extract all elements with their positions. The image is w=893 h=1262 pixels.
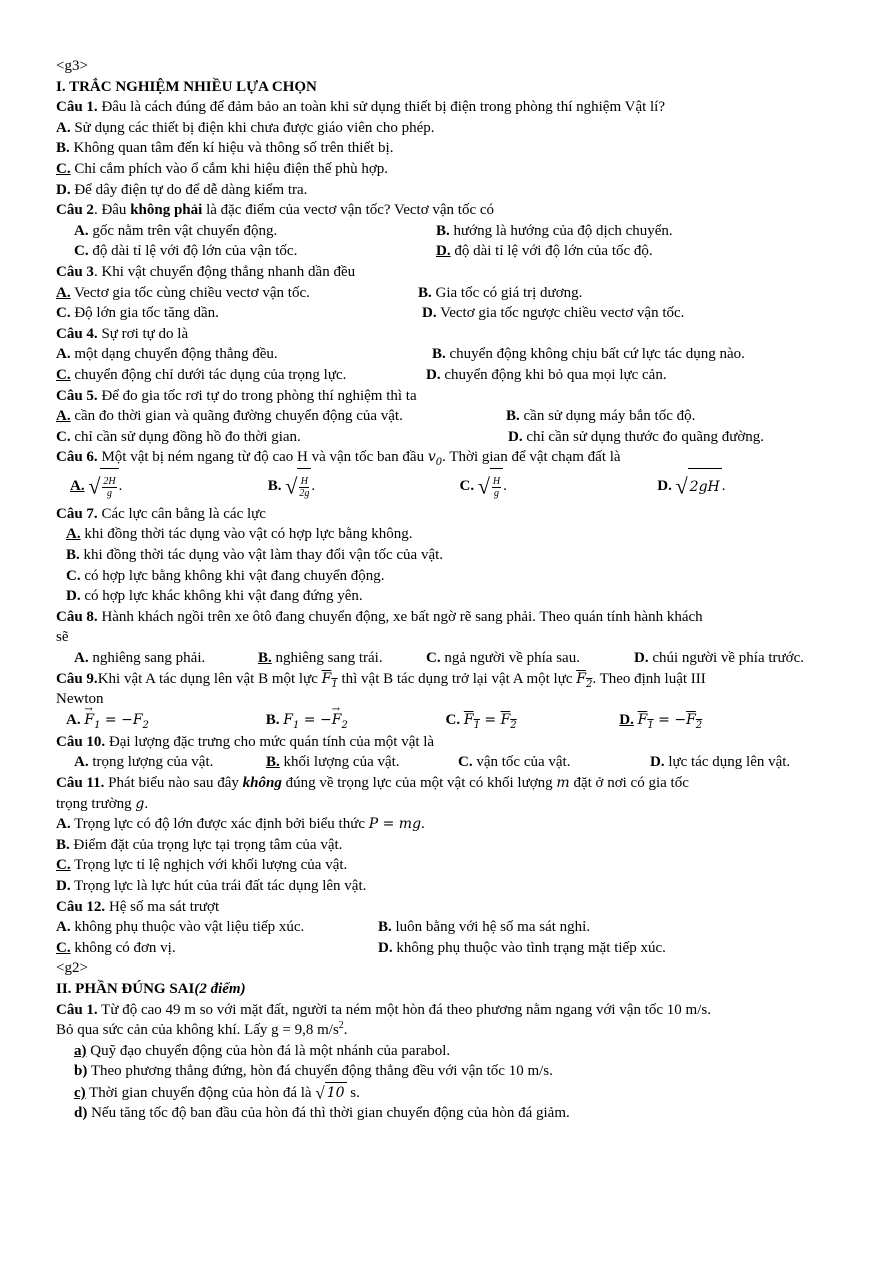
q2-d-text: độ dài tỉ lệ với độ lớn của tốc độ. xyxy=(450,243,653,260)
s2q1-b-text: Theo phương thẳng đứng, hòn đá chuyển động thẳng đều với vận tốc 10 m/s. xyxy=(87,1063,553,1080)
q6-c-label: C. xyxy=(459,477,475,494)
q6-text-post: . Thời gian để vật chạm đất là xyxy=(442,449,621,466)
q2-b-text: hướng là hướng của độ dịch chuyển. xyxy=(449,222,673,239)
q3-options-row1 xyxy=(56,283,846,304)
q8-a-label: A. xyxy=(74,650,89,667)
q6-c-radicand xyxy=(490,468,503,505)
q12-b-text: luôn bằng với hệ số ma sát nghỉ. xyxy=(391,919,591,936)
q2-option-a xyxy=(74,221,436,242)
q11-text-pre: Phát biểu nào sau đây xyxy=(104,775,243,791)
q12-option-a xyxy=(56,917,378,938)
s2q1-statement-b xyxy=(56,1061,846,1082)
q11-m: m xyxy=(556,775,570,791)
q2-d-label: D. xyxy=(436,243,451,260)
q9-f1-sub: 1 xyxy=(331,678,338,690)
q2-stem xyxy=(56,200,846,221)
q9-b-sub2: 2 xyxy=(341,719,348,731)
q10-options xyxy=(56,752,846,773)
q12-c-label: C. xyxy=(56,939,71,956)
q11-text-bold: không xyxy=(242,775,282,791)
q7-option-d xyxy=(56,586,846,607)
s2q1-text2: Bỏ qua sức cản của không khí. Lấy g = 9,8 m/s xyxy=(56,1022,339,1039)
q6-option-c xyxy=(460,468,654,505)
q9-d-sub1: 1 xyxy=(647,719,654,731)
q1-option-b xyxy=(56,138,846,159)
q11-a-post: . xyxy=(421,816,425,833)
q8-d-label: D. xyxy=(634,650,649,667)
q10-label: Câu 10. xyxy=(56,733,106,750)
q3-text: . Khi vật chuyển động thẳng nhanh dần đều xyxy=(93,263,356,280)
q1-label: Câu 1. xyxy=(56,99,98,116)
q1-d-text: Để dây điện tự do để dễ dàng kiểm tra. xyxy=(70,181,308,198)
q11-text-post2: đặt ở nơi có gia tốc xyxy=(569,775,689,791)
q6-option-b xyxy=(268,468,456,505)
q11-d-label: D. xyxy=(56,877,71,894)
q4-options-row1 xyxy=(56,344,846,365)
q6-a-label: A. xyxy=(70,477,85,494)
q12-b-label: B. xyxy=(378,919,392,936)
q5-options-row2 xyxy=(56,427,846,448)
q9-c-sub1: 1 xyxy=(473,719,480,731)
q11-c-label: C. xyxy=(56,857,71,874)
q2-c-text: độ dài tỉ lệ với độ lớn của vận tốc. xyxy=(88,243,298,260)
group-tag-g2: <g2> xyxy=(56,960,88,977)
s2q1-stem-cont xyxy=(56,1020,846,1041)
q6-v0-symbol: v xyxy=(427,449,436,466)
q9-b-lhs xyxy=(283,711,300,731)
s2q1-label: Câu 1. xyxy=(56,1001,98,1018)
q7-option-a xyxy=(56,524,846,545)
q11-d-text: Trọng lực là lực hút của trái đất tác dụng lên vật. xyxy=(70,877,367,894)
q3-c-text: Độ lớn gia tốc tăng dần. xyxy=(70,305,219,322)
q1-stem xyxy=(56,97,846,118)
s2q1-b-label: b) xyxy=(74,1063,88,1080)
q2-options-row2 xyxy=(56,241,846,262)
q5-d-text: chỉ cần sử dụng thước đo quãng đường. xyxy=(522,428,765,445)
q5-option-b xyxy=(506,406,695,427)
q8-text: Hành khách ngồi trên xe ôtô đang chuyển động, xe bất ngờ rẽ sang phải. Theo quán tính hành khách xyxy=(97,608,703,625)
q7-b-text: khi đồng thời tác dụng vào vật làm thay đổi vận tốc của vật. xyxy=(79,547,444,564)
q6-d-dot: . xyxy=(721,477,726,494)
q4-option-b xyxy=(432,344,745,365)
sqrt-icon: √ xyxy=(315,1083,325,1103)
q8-option-d xyxy=(634,648,804,669)
q6-a-den: g xyxy=(107,488,113,499)
s2q1-text: Từ độ cao 49 m so với mặt đất, người ta ném một hòn đá theo phương nằm ngang với vận tốc 10 m/s. xyxy=(97,1001,711,1018)
q11-a-formula: P = mg xyxy=(368,816,422,833)
q6-options xyxy=(56,468,846,504)
q10-option-d xyxy=(650,752,790,773)
q9-a-eq: = − xyxy=(100,711,133,728)
q3-option-d xyxy=(422,303,684,324)
q6-label: Câu 6. xyxy=(56,449,98,466)
q12-text: Hệ số ma sát trượt xyxy=(105,898,220,915)
q8-b-text: nghiêng sang trái. xyxy=(271,650,383,667)
q9-vec-f2 xyxy=(576,670,593,690)
q1-b-label: B. xyxy=(56,140,70,157)
s2q1-c-text: Thời gian chuyển động của hòn đá là xyxy=(85,1084,316,1101)
q11-a-label: A. xyxy=(56,816,71,833)
q6-stem xyxy=(56,447,846,468)
q3-a-text: Vectơ gia tốc cùng chiều vectơ vận tốc. xyxy=(70,284,310,301)
q4-b-text: chuyển động không chịu bất cứ lực tác dụng nào. xyxy=(445,346,745,363)
q9-text-post: . Theo định luật III xyxy=(592,670,706,687)
q10-a-label: A. xyxy=(74,754,89,771)
q11-a-text: Trọng lực có độ lớn được xác định bởi biểu thức xyxy=(70,816,369,833)
q3-option-a xyxy=(56,283,418,304)
q9-a-f2: F xyxy=(132,711,143,728)
q12-a-label: A. xyxy=(56,919,71,936)
q9-a-sub2: 2 xyxy=(142,719,149,731)
q1-option-d xyxy=(56,180,846,201)
q11-stem xyxy=(56,773,846,794)
q9-f2-symbol: F xyxy=(576,670,586,687)
q4-option-d xyxy=(426,365,667,386)
q9-text: Khi vật A tác dụng lên vật B một lực xyxy=(97,670,322,687)
q5-option-a xyxy=(56,406,506,427)
q5-c-label: C. xyxy=(56,428,71,445)
q9-d-sub2: 2 xyxy=(695,719,703,731)
q8-d-text: chúi người về phía trước. xyxy=(648,650,805,667)
s2q1-text2-post: . xyxy=(343,1022,348,1039)
q1-b-text: Không quan tâm đến kí hiệu và thông số trên thiết bị. xyxy=(69,140,394,157)
q9-c-rhs xyxy=(500,711,517,731)
q1-option-a xyxy=(56,118,846,139)
q7-c-label: C. xyxy=(66,567,81,584)
q3-options-row2 xyxy=(56,303,846,324)
q9-d-f2: F xyxy=(686,711,696,728)
q8-option-b xyxy=(258,648,426,669)
q5-a-text: cần đo thời gian và quãng đường chuyển động của vật. xyxy=(70,408,403,425)
q9-d-label: D. xyxy=(619,711,634,728)
q3-label: Câu 3 xyxy=(56,263,94,280)
q11-stem-cont xyxy=(56,794,846,815)
q12-d-text: không phụ thuộc vào tình trạng mặt tiếp xúc. xyxy=(392,939,666,956)
q7-option-c xyxy=(56,566,846,587)
q11-option-a xyxy=(56,814,846,835)
q9-f1-symbol: F xyxy=(321,670,332,687)
q10-option-c xyxy=(458,752,650,773)
q11-text2-post: . xyxy=(144,795,149,812)
q4-c-label: C. xyxy=(56,366,71,383)
s2q1-d-label: d) xyxy=(74,1104,88,1121)
s2q1-a-label: a) xyxy=(74,1042,87,1059)
q9-c-lhs xyxy=(463,711,480,731)
q12-d-label: D. xyxy=(378,939,393,956)
q11-b-label: B. xyxy=(56,836,70,853)
q5-option-c xyxy=(56,427,508,448)
s2q1-c-radicand: 10 xyxy=(325,1082,347,1104)
q4-a-label: A. xyxy=(56,346,71,363)
q7-d-text: có hợp lực khác không khi vật đang đứng yên. xyxy=(80,588,363,605)
q6-c-frac xyxy=(492,476,501,499)
q7-stem xyxy=(56,504,846,525)
s2q1-statement-c xyxy=(56,1082,846,1103)
q6-b-dot: . xyxy=(311,477,316,494)
q3-option-c xyxy=(56,303,422,324)
q4-d-text: chuyển động khi bỏ qua mọi lực cản. xyxy=(440,366,667,383)
q12-option-c xyxy=(56,938,378,959)
q6-b-radicand xyxy=(297,468,311,505)
q4-c-text: chuyển động chỉ dưới tác dụng của trọng lực. xyxy=(70,366,347,383)
q4-option-c xyxy=(56,365,426,386)
q8-option-a xyxy=(74,648,258,669)
q6-a-dot: . xyxy=(118,477,123,494)
q6-v0-sub: 0 xyxy=(435,457,443,469)
q11-option-c xyxy=(56,855,846,876)
q3-option-b xyxy=(418,283,582,304)
q9-c-f: F xyxy=(463,711,474,728)
q11-option-b xyxy=(56,835,846,856)
q4-stem xyxy=(56,324,846,345)
q2-a-label: A. xyxy=(74,222,89,239)
q10-b-label: B. xyxy=(266,754,280,771)
q11-b-text: Điểm đặt của trọng lực tại trọng tâm của vật. xyxy=(69,836,343,853)
q2-option-b xyxy=(436,221,673,242)
q6-b-den: 2g xyxy=(299,488,310,499)
q4-a-text: một dạng chuyển động thẳng đều. xyxy=(70,346,278,363)
q10-c-label: C. xyxy=(458,754,473,771)
s2q1-c-post: s. xyxy=(346,1084,360,1101)
q9-d-rhs xyxy=(686,711,703,731)
q7-text: Các lực cân bằng là các lực xyxy=(97,505,266,522)
q8-c-label: C. xyxy=(426,650,441,667)
q5-c-text: chỉ cần sử dụng đồng hồ đo thời gian. xyxy=(70,428,301,445)
q10-a-text: trọng lượng của vật. xyxy=(88,754,214,771)
q1-c-label: C. xyxy=(56,160,71,177)
q8-label: Câu 8. xyxy=(56,608,98,625)
s2q1-c-label: c) xyxy=(74,1084,86,1101)
q9-a-sub1: 1 xyxy=(94,719,101,731)
q6-v0 xyxy=(427,449,443,469)
q9-b-sub1: 1 xyxy=(292,719,300,731)
q1-option-c xyxy=(56,159,846,180)
q12-option-d xyxy=(378,938,666,959)
q7-option-b xyxy=(56,545,846,566)
q10-stem xyxy=(56,732,846,753)
exam-page xyxy=(56,56,846,1123)
q9-c-eq: = xyxy=(479,711,501,728)
q10-b-text: khối lượng của vật. xyxy=(279,754,400,771)
section2-points: (2 điểm) xyxy=(194,980,246,997)
q3-d-text: Vectơ gia tốc ngược chiều vectơ vận tốc. xyxy=(436,305,685,322)
sqrt-icon: √ xyxy=(477,473,490,499)
q10-option-b xyxy=(266,752,458,773)
q5-a-label: A. xyxy=(56,408,71,425)
q6-text: Một vật bị ném ngang từ độ cao H và vận tốc ban đầu xyxy=(97,449,428,466)
q5-options-row1 xyxy=(56,406,846,427)
q9-stem xyxy=(56,669,846,690)
q9-a-label: A. xyxy=(66,711,81,728)
q9-vec-f1 xyxy=(321,670,338,690)
q10-d-text: lực tác dụng lên vật. xyxy=(664,754,791,771)
q9-f2-sub: 2 xyxy=(585,678,593,690)
q5-label: Câu 5. xyxy=(56,387,98,404)
q1-text: Đâu là cách đúng để đảm bảo an toàn khi sử dụng thiết bị điện trong phòng thí nghiệm Vật lí? xyxy=(97,99,666,116)
q2-option-d xyxy=(436,241,653,262)
q6-c-num: H xyxy=(492,476,501,487)
q12-c-text: không có đơn vị. xyxy=(70,939,176,956)
q7-d-label: D. xyxy=(66,588,81,605)
q1-a-label: A. xyxy=(56,119,71,136)
q7-a-text: khi đồng thời tác dụng vào vật có hợp lực bằng không. xyxy=(80,526,413,543)
q11-g: g xyxy=(135,795,145,812)
q11-text-post: đúng về trọng lực của một vật có khối lượng xyxy=(281,775,557,791)
q7-b-label: B. xyxy=(66,547,80,564)
section1-title: I. TRẮC NGHIỆM NHIỀU LỰA CHỌN xyxy=(56,78,317,95)
q6-b-num: H xyxy=(300,476,308,487)
q8-a-text: nghiêng sang phải. xyxy=(88,650,206,667)
q6-b-frac xyxy=(299,476,309,499)
q5-option-d xyxy=(508,427,764,448)
q7-a-label: A. xyxy=(66,526,81,543)
q12-label: Câu 12. xyxy=(56,898,106,915)
sqrt-icon: √ xyxy=(675,473,688,499)
q6-a-frac xyxy=(102,476,116,499)
q3-b-text: Gia tốc có giá trị dương. xyxy=(431,284,583,301)
q8-option-c xyxy=(426,648,634,669)
q12-stem xyxy=(56,897,846,918)
sqrt-icon: √ xyxy=(285,473,298,499)
q3-c-label: C. xyxy=(56,305,71,322)
q12-options-row2 xyxy=(56,938,846,959)
q2-label: Câu 2 xyxy=(56,202,94,219)
q5-b-label: B. xyxy=(506,408,520,425)
q11-text2-pre: trọng trường xyxy=(56,795,136,812)
q10-c-text: vận tốc của vật. xyxy=(472,754,571,771)
q1-c-text: Chỉ cắm phích vào ổ cắm khi hiệu điện thế phù hợp. xyxy=(70,160,389,177)
q2-options-row1 xyxy=(56,221,846,242)
q9-stem-cont: Newton xyxy=(56,691,104,708)
q2-option-c xyxy=(74,241,436,262)
q2-a-text: gốc nằm trên vật chuyển động. xyxy=(88,222,278,239)
q7-c-text: có hợp lực bằng không khi vật đang chuyển động. xyxy=(80,567,385,584)
section2-title: II. PHẦN ĐÚNG SAI xyxy=(56,980,195,997)
q9-b-f: F xyxy=(283,711,293,728)
q10-option-a xyxy=(74,752,266,773)
q8-stem-cont: sẽ xyxy=(56,629,69,646)
q4-d-label: D. xyxy=(426,366,441,383)
q9-options xyxy=(56,710,846,732)
q3-stem xyxy=(56,262,846,283)
q2-text-pre: . Đâu xyxy=(93,202,131,219)
q12-options-row1 xyxy=(56,917,846,938)
s2q1-d-text: Nếu tăng tốc độ ban đầu của hòn đá thì thời gian chuyển động của hòn đá giảm. xyxy=(87,1104,570,1121)
q10-d-label: D. xyxy=(650,754,665,771)
section2-heading xyxy=(56,979,846,1000)
group-tag-g3: <g3> xyxy=(56,58,88,74)
q4-option-a xyxy=(56,344,432,365)
q3-b-label: B. xyxy=(418,284,432,301)
q11-c-text: Trọng lực tỉ lệ nghịch với khối lượng của vật. xyxy=(70,857,348,874)
q2-text-bold: không phải xyxy=(130,202,203,219)
q6-option-a xyxy=(70,468,264,505)
q9-d-f: F xyxy=(637,711,648,728)
sqrt-icon: √ xyxy=(88,473,101,499)
q6-c-dot: . xyxy=(503,477,507,494)
q6-a-num: 2H xyxy=(103,476,116,487)
q9-c-f2: F xyxy=(500,711,511,728)
q5-d-label: D. xyxy=(508,428,523,445)
q8-options xyxy=(56,648,846,669)
q9-b-label: B. xyxy=(265,711,280,728)
q9-b-eq: = − xyxy=(299,711,332,728)
q11-label: Câu 11. xyxy=(56,775,105,791)
q9-text-mid: thì vật B tác dụng trở lại vật A một lực xyxy=(337,670,577,687)
q11-option-d xyxy=(56,876,846,897)
q4-label: Câu 4. xyxy=(56,325,98,342)
q6-d-label: D. xyxy=(657,477,672,494)
q9-d-eq: = − xyxy=(653,711,687,728)
q12-option-b xyxy=(378,917,590,938)
q9-c-label: C. xyxy=(445,711,461,728)
s2q1-text2-sup: 2 xyxy=(338,1020,344,1032)
q1-d-label: D. xyxy=(56,181,71,198)
q6-b-label: B. xyxy=(267,477,282,494)
q6-d-radicand: 2gH xyxy=(688,468,722,505)
q5-b-text: cần sử dụng máy bắn tốc độ. xyxy=(519,408,696,425)
q3-d-label: D. xyxy=(422,305,437,322)
q6-option-d xyxy=(657,468,725,505)
q2-text-post: là đặc điểm của vectơ vận tốc? Vectơ vận tốc có xyxy=(202,202,495,219)
q9-a-rhs xyxy=(132,711,149,731)
q10-text: Đại lượng đặc trưng cho mức quán tính của một vật là xyxy=(105,733,435,750)
s2q1-statement-a xyxy=(56,1041,846,1062)
s2q1-a-text: Quỹ đạo chuyển động của hòn đá là một nhánh của parabol. xyxy=(86,1042,451,1059)
q8-c-text: ngả người về phía sau. xyxy=(440,650,580,667)
s2q1-stem xyxy=(56,1000,846,1021)
q9-a-f: F xyxy=(84,711,95,728)
q4-options-row2 xyxy=(56,365,846,386)
q1-a-text: Sử dụng các thiết bị điện khi chưa được giáo viên cho phép. xyxy=(70,119,435,136)
q8-stem xyxy=(56,607,846,628)
q12-a-text: không phụ thuộc vào vật liệu tiếp xúc. xyxy=(70,919,305,936)
q7-label: Câu 7. xyxy=(56,505,98,522)
q6-c-den: g xyxy=(494,488,500,499)
q3-a-label: A. xyxy=(56,284,71,301)
s2q1-statement-d xyxy=(56,1103,846,1124)
q8-b-label: B. xyxy=(258,650,272,667)
q9-d-lhs xyxy=(637,711,654,731)
q2-b-label: B. xyxy=(436,222,450,239)
q5-stem xyxy=(56,386,846,407)
q9-b-f2: F xyxy=(331,711,342,728)
q9-c-sub2: 2 xyxy=(510,719,517,731)
q6-a-radicand xyxy=(100,468,118,505)
q4-b-label: B. xyxy=(432,346,446,363)
q5-text: Để đo gia tốc rơi tự do trong phòng thí nghiệm thì ta xyxy=(97,387,417,404)
q4-text: Sự rơi tự do là xyxy=(97,325,189,342)
q9-label: Câu 9. xyxy=(56,670,98,687)
q2-c-label: C. xyxy=(74,243,89,260)
